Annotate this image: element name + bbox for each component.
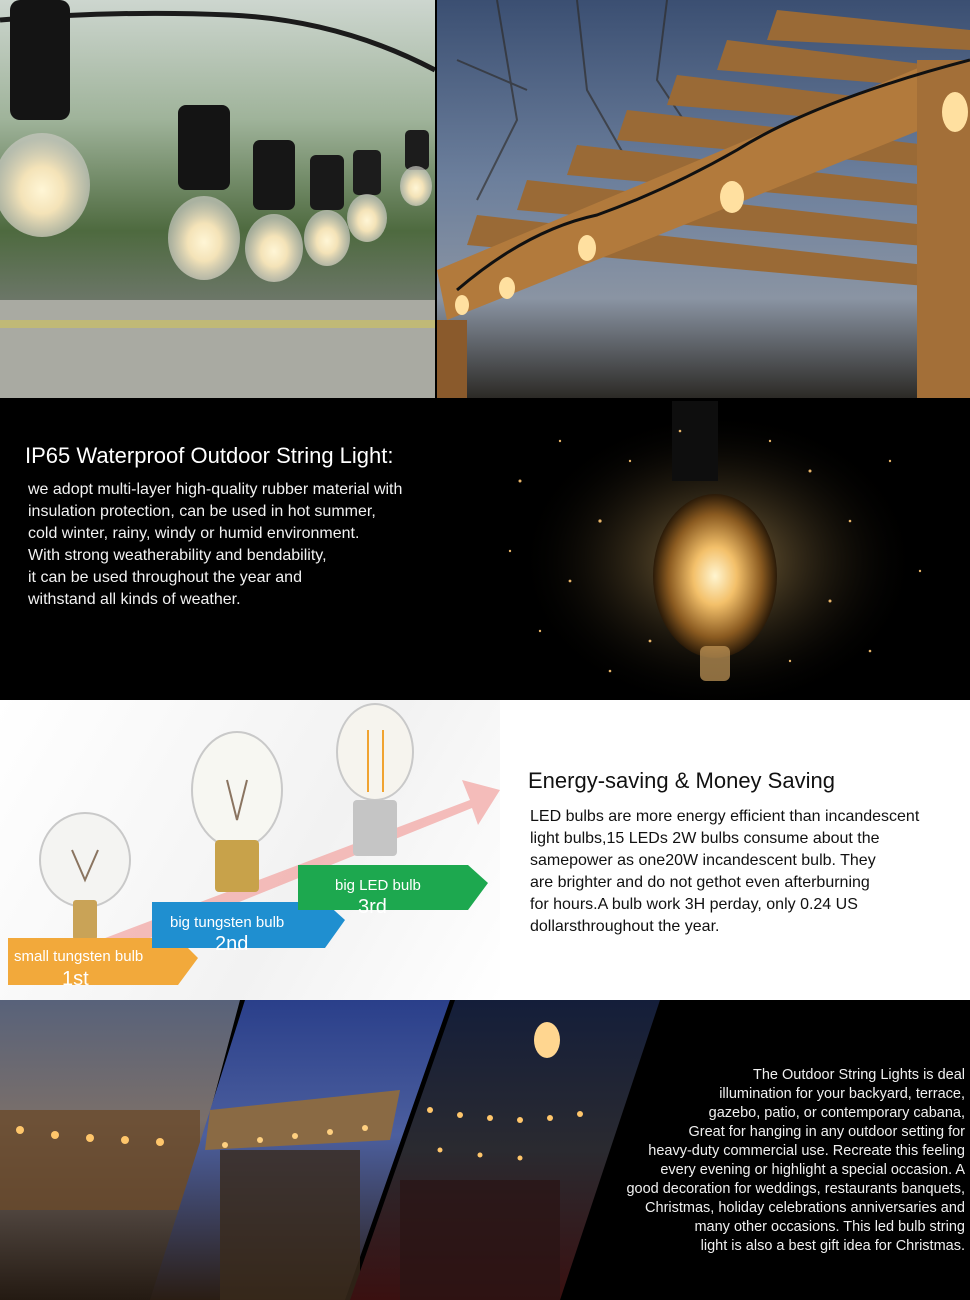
rank-label-small-tungsten: small tungsten bulb (14, 948, 144, 965)
waterproof-section (0, 401, 970, 700)
energy-line: dollarsthroughout the year. (530, 918, 720, 935)
waterproof-line: With strong weatherability and bendability, (28, 547, 327, 564)
waterproof-line: cold winter, rainy, windy or humid environment. (28, 525, 360, 542)
waterproof-title: IP65 Waterproof Outdoor String Light: (25, 443, 394, 468)
rank-number-2: 2nd (215, 933, 249, 955)
energy-title: Energy-saving & Money Saving (528, 768, 835, 793)
outdoor-description (595, 1066, 965, 1256)
photo-pergola (437, 0, 970, 398)
outdoor-line: good decoration for weddings, restaurants banquets, (626, 1181, 965, 1197)
waterproof-line: it can be used throughout the year and (28, 569, 302, 586)
photo-bulbs-closeup (0, 0, 435, 398)
rank-number-3: 3rd (358, 896, 387, 918)
waterproof-description (28, 479, 448, 611)
energy-line: light bulbs,15 LEDs 2W bulbs consume about the (530, 830, 880, 847)
outdoor-line: Christmas, holiday celebrations anniversaries and (645, 1200, 965, 1216)
outdoor-line: light is also a best gift idea for Christmas. (700, 1238, 965, 1254)
energy-line: for hours.A bulb work 3H perday, only 0.24 US (530, 896, 858, 913)
outdoor-line: illumination for your backyard, terrace, (719, 1086, 965, 1102)
outdoor-line: many other occasions. This led bulb string (694, 1219, 965, 1235)
outdoor-section (0, 1000, 970, 1300)
energy-line: samepower as one20W incandescent bulb. They (530, 852, 876, 869)
led-bulb-icon (337, 704, 413, 800)
rank-label-big-tungsten: big tungsten bulb (170, 914, 285, 931)
outdoor-line: heavy-duty commercial use. Recreate this feeling (648, 1143, 965, 1159)
rank-label-big-led: big LED bulb (335, 877, 421, 894)
outdoor-line: every evening or highlight a special occasion. A (660, 1162, 965, 1178)
wet-bulb-photo (450, 401, 970, 700)
outdoor-photo-collage (0, 1000, 660, 1300)
energy-section (0, 700, 970, 1000)
energy-description (530, 806, 960, 938)
energy-line: are brighter and do not gethot even afterburning (530, 874, 870, 891)
waterproof-line: insulation protection, can be used in hot summer, (28, 503, 376, 520)
waterproof-line: withstand all kinds of weather. (28, 591, 241, 608)
big-tungsten-bulb-icon (192, 732, 282, 848)
outdoor-line: The Outdoor String Lights is deal (753, 1067, 965, 1083)
rank-number-1: 1st (62, 968, 89, 990)
bulb-comparison-graphic (0, 700, 500, 1000)
outdoor-line: Great for hanging in any outdoor setting for (688, 1124, 965, 1140)
waterproof-line: we adopt multi-layer high-quality rubber material with (28, 481, 403, 498)
energy-line: LED bulbs are more energy efficient than incandescent (530, 808, 920, 825)
outdoor-line: gazebo, patio, or contemporary cabana, (708, 1105, 965, 1121)
small-tungsten-bulb-icon (40, 813, 130, 907)
